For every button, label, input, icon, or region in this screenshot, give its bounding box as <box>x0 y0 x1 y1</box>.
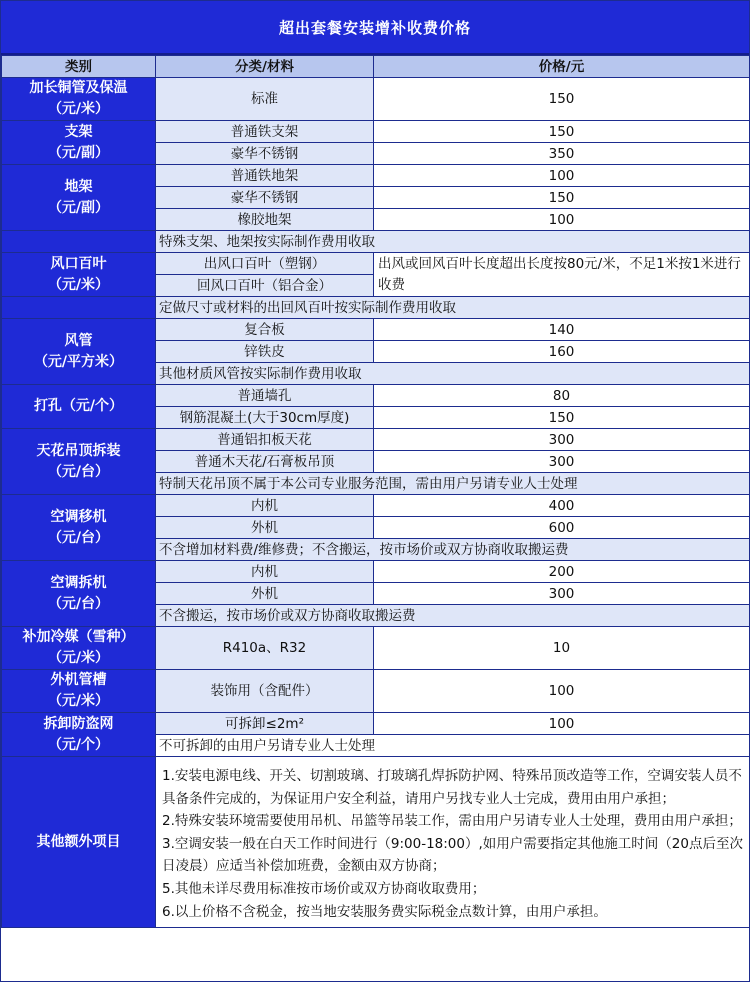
table-row <box>2 78 750 121</box>
category-blank <box>2 297 156 319</box>
item-cell: 回风口百叶（铝合金） <box>156 275 374 297</box>
category-name: 拆卸防盗网 <box>43 715 114 732</box>
category-copper <box>2 78 156 121</box>
item-cell: 锌铁皮 <box>156 341 374 363</box>
category-name: 风管 <box>64 332 93 349</box>
category-unit: （元/米） <box>47 101 110 117</box>
price-cell: 150 <box>374 78 750 121</box>
category-move <box>2 495 156 561</box>
price-cell: 150 <box>374 187 750 209</box>
category-name: 加长铜管及保温 <box>29 80 128 96</box>
category-name: 天花吊顶拆装 <box>36 442 121 459</box>
header-price: 价格/元 <box>374 56 750 78</box>
note-cell: 定做尺寸或材料的出回风百叶按实际制作费用收取 <box>156 297 750 319</box>
item-cell: 装饰用（含配件） <box>156 670 374 713</box>
item-cell: 橡胶地架 <box>156 209 374 231</box>
other-item-line: 6.以上价格不含税金，按当地安装服务费实际税金点数计算，由用户承担。 <box>162 903 607 920</box>
item-cell: 豪华不锈钢 <box>156 143 374 165</box>
category-unit: （元/副） <box>47 199 110 216</box>
price-cell: 100 <box>374 209 750 231</box>
item-cell: 复合板 <box>156 319 374 341</box>
price-cell: 400 <box>374 495 750 517</box>
category-unit: （元/台） <box>47 463 110 480</box>
item-cell: 普通铁地架 <box>156 165 374 187</box>
category-name: 补加冷媒（雪种） <box>22 629 135 645</box>
price-cell: 600 <box>374 517 750 539</box>
item-cell: R410a、R32 <box>156 627 374 670</box>
category-unit: （元/台） <box>47 529 110 546</box>
category-stand <box>2 165 156 231</box>
table-row <box>2 297 750 319</box>
price-cell: 100 <box>374 713 750 735</box>
price-cell: 350 <box>374 143 750 165</box>
table-row <box>2 121 750 143</box>
table-row <box>2 385 750 407</box>
category-unit: （元/米） <box>47 650 110 666</box>
price-cell: 出风或回风百叶长度超出长度按80元/米，不足1米按1米进行收费 <box>374 253 750 297</box>
table-row <box>2 253 750 275</box>
price-cell: 10 <box>374 627 750 670</box>
price-cell: 150 <box>374 121 750 143</box>
price-table <box>1 55 750 928</box>
category-unit: （元/副） <box>47 144 110 161</box>
price-cell: 300 <box>374 583 750 605</box>
category-unit: （元/米） <box>47 693 110 709</box>
category-unit: （元/台） <box>47 595 110 612</box>
note-cell: 特制天花吊顶不属于本公司专业服务范围，需由用户另请专业人士处理 <box>156 473 750 495</box>
category-other: 其他额外项目 <box>2 757 156 928</box>
price-cell: 100 <box>374 670 750 713</box>
table-row <box>2 561 750 583</box>
category-refrigerant <box>2 627 156 670</box>
item-cell: 标准 <box>156 78 374 121</box>
price-cell: 200 <box>374 561 750 583</box>
other-item-line: 5.其他未详尽费用标准按市场价或双方协商收取费用； <box>162 880 486 897</box>
note-cell: 不含增加材料费/维修费；不含搬运，按市场价或双方协商收取搬运费 <box>156 539 750 561</box>
table-row <box>2 231 750 253</box>
header-category: 类别 <box>2 56 156 78</box>
item-cell: 内机 <box>156 561 374 583</box>
item-cell: 外机 <box>156 583 374 605</box>
category-name: 地架 <box>64 178 93 195</box>
category-unit: （元/米） <box>47 276 110 293</box>
price-cell: 160 <box>374 341 750 363</box>
table-row <box>2 757 750 928</box>
item-cell: 内机 <box>156 495 374 517</box>
other-items <box>156 757 750 928</box>
item-cell: 外机 <box>156 517 374 539</box>
table-row <box>2 319 750 341</box>
category-name: 外机管槽 <box>50 672 107 688</box>
category-name: 支架 <box>64 123 93 140</box>
category-ceiling <box>2 429 156 495</box>
price-cell: 100 <box>374 165 750 187</box>
category-drill: 打孔（元/个） <box>2 385 156 429</box>
note-cell: 不含搬运，按市场价或双方协商收取搬运费 <box>156 605 750 627</box>
category-unit: （元/平方米） <box>33 353 124 370</box>
category-name: 空调移机 <box>50 508 107 525</box>
category-unit: （元/个） <box>47 736 110 753</box>
other-item-line: 3.空调安装一般在白天工作时间进行（9:00-18:00）,如用户需要指定其他施工时间（20点后至次日凌晨）应适当补偿加班费，金额由双方协商； <box>162 835 743 875</box>
category-trunking <box>2 670 156 713</box>
note-cell: 特殊支架、地架按实际制作费用收取 <box>156 231 750 253</box>
note-cell: 不可拆卸的由用户另请专业人士处理 <box>156 735 750 757</box>
table-row <box>2 670 750 713</box>
item-cell: 普通铝扣板天花 <box>156 429 374 451</box>
item-cell: 钢筋混凝土(大于30cm厚度) <box>156 407 374 429</box>
price-cell: 300 <box>374 429 750 451</box>
item-cell: 豪华不锈钢 <box>156 187 374 209</box>
category-net <box>2 713 156 757</box>
category-blank <box>2 231 156 253</box>
item-cell: 普通木天花/石膏板吊顶 <box>156 451 374 473</box>
price-cell: 300 <box>374 451 750 473</box>
header-type: 分类/材料 <box>156 56 374 78</box>
table-header-row <box>2 56 750 78</box>
category-louver <box>2 253 156 297</box>
table-row <box>2 627 750 670</box>
category-name: 风口百叶 <box>50 255 107 272</box>
price-cell: 140 <box>374 319 750 341</box>
table-row <box>2 165 750 187</box>
item-cell: 可拆卸≤2m² <box>156 713 374 735</box>
item-cell: 普通铁支架 <box>156 121 374 143</box>
table-row <box>2 713 750 735</box>
category-remove <box>2 561 156 627</box>
item-cell: 普通墙孔 <box>156 385 374 407</box>
other-item-line: 1.安装电源电线、开关、切割玻璃、打玻璃孔焊拆防护网、特殊吊顶改造等工作，空调安装人员不具备条件完成的，为保证用户安全利益，请用户另找专业人士完成，费用由用户承担； <box>162 768 742 807</box>
other-item-line: 2.特殊安装环境需要使用吊机、吊篮等吊装工作，需由用户另请专业人士处理，费用由用户承担； <box>162 813 742 830</box>
price-cell: 150 <box>374 407 750 429</box>
note-cell: 其他材质风管按实际制作费用收取 <box>156 363 750 385</box>
item-cell: 出风口百叶（塑钢） <box>156 253 374 275</box>
page-title: 超出套餐安装增补收费价格 <box>1 1 749 55</box>
category-bracket <box>2 121 156 165</box>
price-cell: 80 <box>374 385 750 407</box>
table-row <box>2 429 750 451</box>
table-row <box>2 495 750 517</box>
category-name: 空调拆机 <box>50 574 107 591</box>
category-duct <box>2 319 156 385</box>
